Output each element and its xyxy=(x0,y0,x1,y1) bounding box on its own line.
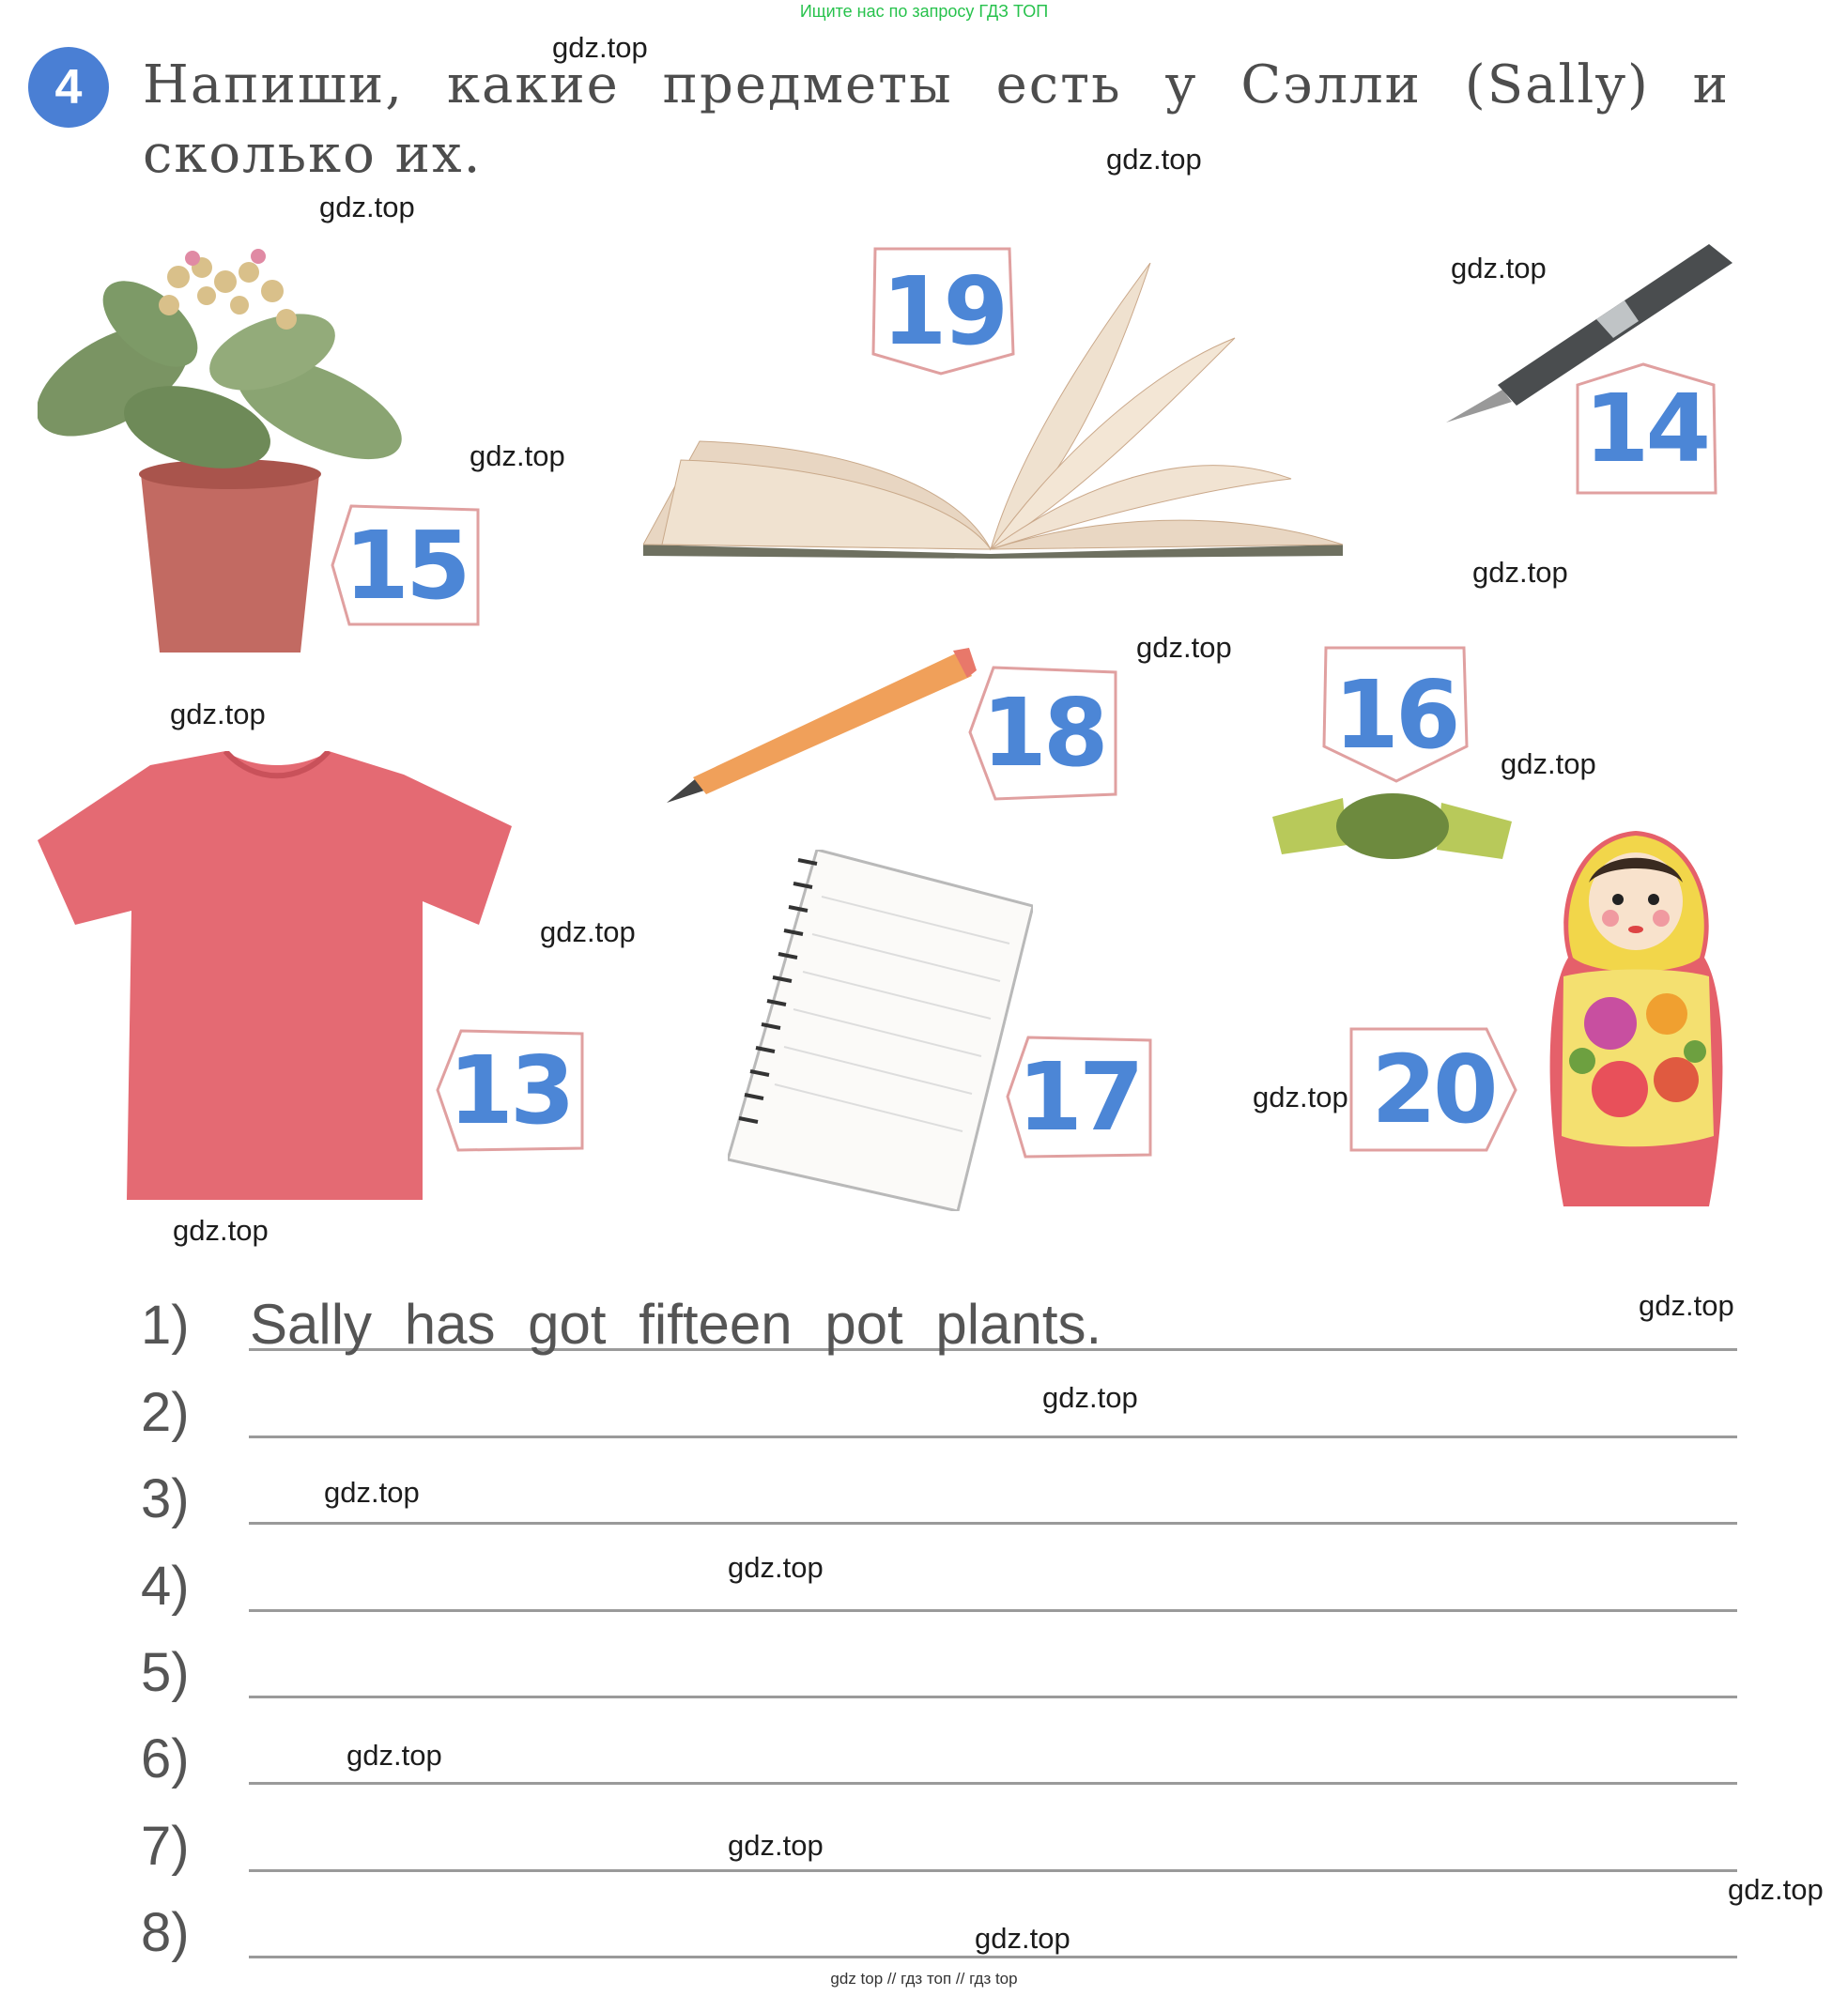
watermark: gdz.top xyxy=(1253,1081,1348,1113)
answer-line-1[interactable] xyxy=(141,1282,1737,1357)
answer-number: 4) xyxy=(141,1556,190,1617)
count-badge-doll xyxy=(1348,1026,1518,1153)
answer-line-2[interactable] xyxy=(141,1369,1737,1444)
candy-icon xyxy=(1272,784,1512,868)
task-instruction: Напиши, какие предметы есть у Сэлли (Sally) и сколько их. xyxy=(143,54,1730,185)
write-line xyxy=(249,1696,1737,1698)
count-label: 13 xyxy=(448,1035,572,1145)
matryoshka-icon xyxy=(1545,826,1728,1216)
watermark: gdz.top xyxy=(1728,1873,1824,1906)
watermark: gdz.top xyxy=(324,1476,420,1509)
watermark: gdz.top xyxy=(170,698,266,730)
watermark: gdz.top xyxy=(1136,631,1232,664)
watermark: gdz.top xyxy=(1472,556,1568,589)
watermark: gdz.top xyxy=(540,915,636,948)
watermark: gdz.top xyxy=(975,1922,1070,1955)
answer-number: 1) xyxy=(141,1295,190,1356)
task-number-badge: 4 xyxy=(28,47,109,128)
count-label: 17 xyxy=(1017,1041,1141,1152)
watermark: gdz.top xyxy=(173,1214,269,1247)
answer-number: 6) xyxy=(141,1728,190,1789)
count-badge-pot-plant xyxy=(331,504,481,626)
count-badge-notebook xyxy=(1005,1035,1153,1159)
answer-line-7[interactable] xyxy=(141,1803,1737,1878)
answer-line-8[interactable] xyxy=(141,1889,1737,1964)
answer-number: 7) xyxy=(141,1816,190,1877)
footer-watermark: gdz top // гдз топ // гдз top xyxy=(830,1970,1018,1988)
watermark: gdz.top xyxy=(346,1739,442,1772)
site-notice: Ищите нас по запросу ГДЗ ТОП xyxy=(799,2,1049,21)
count-label: 19 xyxy=(881,255,1006,366)
count-badge-book xyxy=(870,246,1016,376)
answer-line-5[interactable] xyxy=(141,1629,1737,1704)
answer-line-3[interactable] xyxy=(141,1455,1737,1530)
notebook-icon xyxy=(728,850,1033,1211)
count-badge-t-shirt xyxy=(435,1028,585,1152)
answer-number: 5) xyxy=(141,1642,190,1703)
count-badge-pencil xyxy=(967,665,1119,801)
watermark: gdz.top xyxy=(1639,1289,1734,1322)
watermark: gdz.top xyxy=(1042,1381,1138,1414)
count-badge-pen xyxy=(1573,361,1718,495)
answer-line-4[interactable] xyxy=(141,1543,1737,1618)
answer-number: 3) xyxy=(141,1468,190,1529)
write-line xyxy=(249,1436,1737,1438)
watermark: gdz.top xyxy=(1451,252,1547,284)
write-line xyxy=(249,1782,1737,1785)
count-label: 20 xyxy=(1371,1035,1495,1144)
pencil-icon xyxy=(667,648,977,803)
write-line xyxy=(249,1609,1737,1612)
watermark: gdz.top xyxy=(319,191,415,223)
watermark: gdz.top xyxy=(728,1551,824,1584)
answer-number: 2) xyxy=(141,1382,190,1443)
watermark: gdz.top xyxy=(1501,747,1596,780)
write-line xyxy=(249,1956,1737,1958)
watermark: gdz.top xyxy=(728,1829,824,1862)
watermark: gdz.top xyxy=(552,31,648,64)
count-label: 16 xyxy=(1333,659,1457,770)
answer-line-6[interactable] xyxy=(141,1715,1737,1790)
write-line xyxy=(249,1869,1737,1872)
watermark: gdz.top xyxy=(470,439,565,472)
answer-number: 8) xyxy=(141,1902,190,1963)
count-label: 18 xyxy=(981,678,1105,788)
count-badge-sweet xyxy=(1321,645,1470,784)
answer-text: Sally has got fifteen pot plants. xyxy=(250,1293,1102,1356)
watermark: gdz.top xyxy=(1106,143,1202,176)
count-label: 15 xyxy=(344,510,468,621)
write-line xyxy=(249,1522,1737,1525)
count-label: 14 xyxy=(1583,373,1708,484)
